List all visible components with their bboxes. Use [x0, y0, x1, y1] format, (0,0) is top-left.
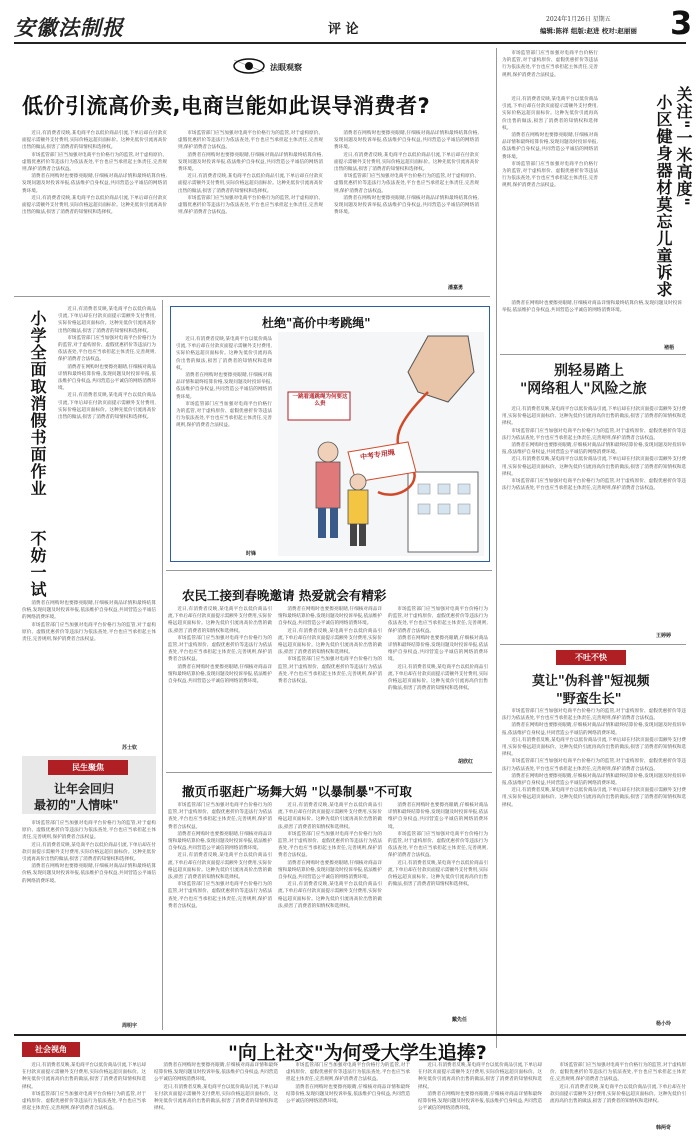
- bottom-rule: [14, 1034, 686, 1036]
- right-col-title-b: 小区健身器材莫忘儿童诉求: [654, 94, 673, 298]
- people-title-b: 最初的"人情味": [34, 798, 119, 812]
- page-number: 3: [670, 4, 693, 42]
- eye-icon: [232, 58, 266, 74]
- cartoon-tag-text: 中考专用绳: [359, 448, 396, 462]
- right-col-title2-b: "网络租人"风险之旅: [520, 381, 647, 397]
- cartoon-text: 近日,有消费者反映,某电商平台以低价商品引流,下单后却在付款页面提示需额外支付费用,实际价格远超页面标价。这种先低价引流再高价出售的做法,损害了消费者的知情权和选择权。 消费者在网购时也要擦亮眼睛,仔细核对商品详情和最终结算价格,发现问题及时投诉举报,依法维护自身权益,共同营造公平诚信的网络消费环境。 市场监管部门应当加强对电商平台价格行为的监管,对于虚构原价、虚假优惠折价等违法行为依法查处,平台也应当承担起主体责任,完善规则,保护消费者合法权益。: [176, 337, 272, 429]
- left-col-title-b: 不妨一试: [28, 530, 47, 598]
- date-line: 2024年1月26日 星期五: [546, 16, 611, 23]
- dance-byline: 戴先任: [452, 1017, 468, 1023]
- lead-tag: 法眼观察: [270, 63, 302, 72]
- bottom-body-col5: 市场监管部门应当加强对电商平台价格行为的监管,对于虚构原价、虚假优惠折价等违法行为依法查处,平台也应当承担起主体责任,完善规则,保护消费者合法权益。 近日,有消费者反映,某电商平台以低价商品引流,下单后却在付款页面提示需额外支付费用,实际价格远超页面标价。这种先低价引流再高价出售的做法,损害了消费者的知情权和选择权。: [550, 1063, 686, 1105]
- lead-body-col1: 近日,有消费者反映,某电商平台以低价商品引流,下单后却在付款页面提示需额外支付费用,实际价格远超页面标价。这种先低价引流再高价出售的做法,损害了消费者的知情权和选择权。 市场监管部门应当加强对电商平台价格行为的监管,对于虚构原价、虚假优惠折价等违法行为依法查处,平台也应当承担起主体责任,完善规则,保护消费者合法权益。 消费者在网购时也要擦亮眼睛,仔细核对商品详情和最终结算价格,发现问题及时投诉举报,依法维护自身权益,共同营造公平诚信的网络消费环境。 近日,有消费者反映,某电商平台以低价商品引流,下单后却在付款页面提示需额外支付费用,实际价格远超页面标价。这种先低价引流再高价出售的做法,损害了消费者的知情权和选择权。: [22, 131, 167, 216]
- dance-headline: 撤页币驱赶广场舞大妈 "以暴制暴"不可取: [182, 784, 412, 799]
- right-col-body-a1: 近日,有消费者反映,某电商平台以低价商品引流,下单后却在付款页面提示需额外支付费用,实际价格远超页面标价。这种先低价引流再高价出售的做法,损害了消费者的知情权和选择权。 消费者在网购时也要擦亮眼睛,仔细核对商品详情和最终结算价格,发现问题及时投诉举报,依法维护自身权益,共同营造公平诚信的网络消费环境。 市场监管部门应当加强对电商平台价格行为的监管,对于虚构原价、虚假优惠折价等违法行为依法查处,平台也应当承担起主体责任,完善规则,保护消费者合法权益。: [502, 97, 598, 189]
- spring-byline: 胡欣红: [458, 759, 474, 765]
- bottom-headline: "向上社交"为何受大学生追捧?: [228, 1042, 487, 1064]
- left-col-divider-v: [162, 300, 163, 1030]
- masthead-logo: 安徽法制报: [14, 15, 124, 40]
- bottom-tag: 社会视角: [22, 1042, 80, 1057]
- right-col-title-a: 关注"一米高度": [674, 86, 693, 207]
- drama-title-b: "野蛮生长": [556, 692, 622, 707]
- drama-body: 市场监管部门应当加强对电商平台价格行为的监管,对于虚构原价、虚假优惠折价等违法行为依法查处,平台也应当承担起主体责任,完善规则,保护消费者合法权益。 消费者在网购时也要擦亮眼睛,仔细核对商品详情和最终结算价格,发现问题及时投诉举报,依法维护自身权益,共同营造公平诚信的网络消费环境。 近日,有消费者反映,某电商平台以低价商品引流,下单后却在付款页面提示需额外支付费用,实际价格远超页面标价。这种先低价引流再高价出售的做法,损害了消费者的知情权和选择权。 市场监管部门应当加强对电商平台价格行为的监管,对于虚构原价、虚假优惠折价等违法行为依法查处,平台也应当承担起主体责任,完善规则,保护消费者合法权益。 消费者在网购时也要擦亮眼睛,仔细核对商品详情和最终结算价格,发现问题及时投诉举报,依法维护自身权益,共同营造公平诚信的网络消费环境。 近日,有消费者反映,某电商平台以低价商品引流,下单后却在付款页面提示需额外支付费用,实际价格远超页面标价。这种先低价引流再高价出售的做法,损害了消费者的知情权和选择权。: [502, 709, 686, 808]
- drama-byline: 杨小玲: [656, 1021, 672, 1027]
- section-title: 评 论: [328, 22, 359, 37]
- cartoon-sign-text: 一跳看通跳绳为何要这么贵: [292, 394, 348, 407]
- left-col-body-bottom: 消费者在网购时也要擦亮眼睛,仔细核对商品详情和最终结算价格,发现问题及时投诉举报,依法维护自身权益,共同营造公平诚信的网络消费环境。 市场监管部门应当加强对电商平台价格行为的监管,对于虚构原价、虚假优惠折价等违法行为依法查处,平台也应当承担起主体责任,完善规则,保护消费者合法权益。: [22, 601, 156, 643]
- people-tag: 民生聚焦: [48, 760, 128, 775]
- spring-body-col3: 市场监管部门应当加强对电商平台价格行为的监管,对于虚构原价、虚假优惠折价等违法行为依法查处,平台也应当承担起主体责任,完善规则,保护消费者合法权益。 消费者在网购时也要擦亮眼睛,仔细核对商品详情和最终结算价格,发现问题及时投诉举报,依法维护自身权益,共同营造公平诚信的网络消费环境。 近日,有消费者反映,某电商平台以低价商品引流,下单后却在付款页面提示需额外支付费用,实际价格远超页面标价。这种先低价引流再高价出售的做法,损害了消费者的知情权和选择权。: [388, 607, 488, 692]
- cartoon-title: 杜绝"高价中考跳绳": [262, 316, 371, 330]
- bottom-body-col4: 近日,有消费者反映,某电商平台以低价商品引流,下单后却在付款页面提示需额外支付费用,实际价格远超页面标价。这种先低价引流再高价出售的做法,损害了消费者的知情权和选择权。 消费者在网购时也要擦亮眼睛,仔细核对商品详情和最终结算价格,发现问题及时投诉举报,依法维护自身权益,共同营造公平诚信的网络消费环境。: [418, 1063, 542, 1112]
- left-col-body-top: 近日,有消费者反映,某电商平台以低价商品引流,下单后却在付款页面提示需额外支付费用,实际价格远超页面标价。这种先低价引流再高价出售的做法,损害了消费者的知情权和选择权。 市场监管部门应当加强对电商平台价格行为的监管,对于虚构原价、虚假优惠折价等违法行为依法查处,平台也应当承担起主体责任,完善规则,保护消费者合法权益。 消费者在网购时也要擦亮眼睛,仔细核对商品详情和最终结算价格,发现问题及时投诉举报,依法维护自身权益,共同营造公平诚信的网络消费环境。 近日,有消费者反映,某电商平台以低价商品引流,下单后却在付款页面提示需额外支付费用,实际价格远超页面标价。这种先低价引流再高价出售的做法,损害了消费者的知情权和选择权。: [58, 307, 156, 421]
- cartoon-bottom-rule: [166, 570, 492, 571]
- right-col-body-a2: 消费者在网购时也要擦亮眼睛,仔细核对商品详情和最终结算价格,发现问题及时投诉举报,依法维护自身权益,共同营造公平诚信的网络消费环境。: [502, 301, 682, 314]
- staff-line: 编辑:陈祥 组版:赵进 校对:赵丽丽: [540, 27, 637, 35]
- right-col-body-b: 近日,有消费者反映,某电商平台以低价商品引流,下单后却在付款页面提示需额外支付费用,实际价格远超页面标价。这种先低价引流再高价出售的做法,损害了消费者的知情权和选择权。 市场监管部门应当加强对电商平台价格行为的监管,对于虚构原价、虚假优惠折价等违法行为依法查处,平台也应当承担起主体责任,完善规则,保护消费者合法权益。 消费者在网购时也要擦亮眼睛,仔细核对商品详情和最终结算价格,发现问题及时投诉举报,依法维护自身权益,共同营造公平诚信的网络消费环境。 近日,有消费者反映,某电商平台以低价商品引流,下单后却在付款页面提示需额外支付费用,实际价格远超页面标价。这种先低价引流再高价出售的做法,损害了消费者的知情权和选择权。 市场监管部门应当加强对电商平台价格行为的监管,对于虚构原价、虚假优惠折价等违法行为依法查处,平台也应当承担起主体责任,完善规则,保护消费者合法权益。: [502, 407, 686, 492]
- people-title-a: 让年会回归: [54, 782, 115, 796]
- right-col-byline-b: 王婷婷: [656, 633, 672, 639]
- dance-body-col2: 近日,有消费者反映,某电商平台以低价商品引流,下单后却在付款页面提示需额外支付费用,实际价格远超页面标价。这种先低价引流再高价出售的做法,损害了消费者的知情权和选择权。 市场监管部门应当加强对电商平台价格行为的监管,对于虚构原价、虚假优惠折价等违法行为依法查处,平台也应当承担起主体责任,完善规则,保护消费者合法权益。 消费者在网购时也要擦亮眼睛,仔细核对商品详情和最终结算价格,发现问题及时投诉举报,依法维护自身权益,共同营造公平诚信的网络消费环境。 近日,有消费者反映,某电商平台以低价商品引流,下单后却在付款页面提示需额外支付费用,实际价格远超页面标价。这种先低价引流再高价出售的做法,损害了消费者的知情权和选择权。: [278, 803, 382, 909]
- right-col-rule-2: [500, 644, 686, 645]
- right-col-body-top: 市场监管部门应当加强对电商平台价格行为的监管,对于虚构原价、虚假优惠折价等违法行为依法查处,平台也应当承担起主体责任,完善规则,保护消费者合法权益。: [502, 51, 598, 78]
- drama-tag: 不吐不快: [556, 650, 626, 665]
- people-body: 市场监管部门应当加强对电商平台价格行为的监管,对于虚构原价、虚假优惠折价等违法行为依法查处,平台也应当承担起主体责任,完善规则,保护消费者合法权益。 近日,有消费者反映,某电商平台以低价商品引流,下单后却在付款页面提示需额外支付费用,实际价格远超页面标价。这种先低价引流再高价出售的做法,损害了消费者的知情权和选择权。 消费者在网购时也要擦亮眼睛,仔细核对商品详情和最终结算价格,发现问题及时投诉举报,依法维护自身权益,共同营造公平诚信的网络消费环境。: [22, 821, 156, 884]
- lead-headline: 低价引流高价卖,电商岂能如此误导消费者?: [22, 94, 431, 118]
- spring-headline: 农民工接到春晚邀请 热爱就会有精彩: [182, 588, 387, 603]
- lead-byline: 潘嘉勇: [448, 285, 464, 291]
- right-col-byline-a: 褚梧: [664, 345, 675, 351]
- drama-title-a: 莫让"伪科普"短视频: [532, 674, 650, 689]
- lead-body-col2: 市场监管部门应当加强对电商平台价格行为的监管,对于虚构原价、虚假优惠折价等违法行为依法查处,平台也应当承担起主体责任,完善规则,保护消费者合法权益。 消费者在网购时也要擦亮眼睛,仔细核对商品详情和最终结算价格,发现问题及时投诉举报,依法维护自身权益,共同营造公平诚信的网络消费环境。 近日,有消费者反映,某电商平台以低价商品引流,下单后却在付款页面提示需额外支付费用,实际价格远超页面标价。这种先低价引流再高价出售的做法,损害了消费者的知情权和选择权。 市场监管部门应当加强对电商平台价格行为的监管,对于虚构原价、虚假优惠折价等违法行为依法查处,平台也应当承担起主体责任,完善规则,保护消费者合法权益。: [178, 131, 323, 216]
- bottom-body-col2: 消费者在网购时也要擦亮眼睛,仔细核对商品详情和最终结算价格,发现问题及时投诉举报,依法维护自身权益,共同营造公平诚信的网络消费环境。 近日,有消费者反映,某电商平台以低价商品引流,下单后却在付款页面提示需额外支付费用,实际价格远超页面标价。这种先低价引流再高价出售的做法,损害了消费者的知情权和选择权。: [154, 1063, 278, 1112]
- masthead-rule: [14, 42, 686, 44]
- spring-body-col1: 近日,有消费者反映,某电商平台以低价商品引流,下单后却在付款页面提示需额外支付费用,实际价格远超页面标价。这种先低价引流再高价出售的做法,损害了消费者的知情权和选择权。 市场监管部门应当加强对电商平台价格行为的监管,对于虚构原价、虚假优惠折价等违法行为依法查处,平台也应当承担起主体责任,完善规则,保护消费者合法权益。 消费者在网购时也要擦亮眼睛,仔细核对商品详情和最终结算价格,发现问题及时投诉举报,依法维护自身权益,共同营造公平诚信的网络消费环境。: [168, 607, 272, 685]
- spring-body-col2: 消费者在网购时也要擦亮眼睛,仔细核对商品详情和最终结算价格,发现问题及时投诉举报,依法维护自身权益,共同营造公平诚信的网络消费环境。 近日,有消费者反映,某电商平台以低价商品引流,下单后却在付款页面提示需额外支付费用,实际价格远超页面标价。这种先低价引流再高价出售的做法,损害了消费者的知情权和选择权。 市场监管部门应当加强对电商平台价格行为的监管,对于虚构原价、虚假优惠折价等违法行为依法查处,平台也应当承担起主体责任,完善规则,保护消费者合法权益。: [278, 607, 382, 685]
- right-col-title2-a: 别轻易踏上: [554, 363, 624, 379]
- left-col-byline: 苏士钦: [122, 745, 138, 751]
- right-col-divider: [496, 48, 497, 1048]
- bottom-body-col1: 近日,有消费者反映,某电商平台以低价商品引流,下单后却在付款页面提示需额外支付费用,实际价格远超页面标价。这种先低价引流再高价出售的做法,损害了消费者的知情权和选择权。 市场监管部门应当加强对电商平台价格行为的监管,对于虚构原价、虚假优惠折价等违法行为依法查处,平台也应当承担起主体责任,完善规则,保护消费者合法权益。: [22, 1063, 146, 1112]
- left-col-title-a: 小学全面取消假书面作业: [28, 310, 47, 497]
- cartoon-byline: 时锋: [246, 551, 257, 557]
- lead-divider: [14, 296, 490, 297]
- dance-body-col1: 市场监管部门应当加强对电商平台价格行为的监管,对于虚构原价、虚假优惠折价等违法行为依法查处,平台也应当承担起主体责任,完善规则,保护消费者合法权益。 消费者在网购时也要擦亮眼睛,仔细核对商品详情和最终结算价格,发现问题及时投诉举报,依法维护自身权益,共同营造公平诚信的网络消费环境。 近日,有消费者反映,某电商平台以低价商品引流,下单后却在付款页面提示需额外支付费用,实际价格远超页面标价。这种先低价引流再高价出售的做法,损害了消费者的知情权和选择权。 市场监管部门应当加强对电商平台价格行为的监管,对于虚构原价、虚假优惠折价等违法行为依法查处,平台也应当承担起主体责任,完善规则,保护消费者合法权益。: [168, 803, 272, 909]
- bottom-body-col3: 市场监管部门应当加强对电商平台价格行为的监管,对于虚构原价、虚假优惠折价等违法行为依法查处,平台也应当承担起主体责任,完善规则,保护消费者合法权益。 消费者在网购时也要擦亮眼睛,仔细核对商品详情和最终结算价格,发现问题及时投诉举报,依法维护自身权益,共同营造公平诚信的网络消费环境。: [286, 1063, 410, 1105]
- cartoon-illustration: [278, 332, 484, 556]
- right-col-rule-1: [500, 354, 686, 355]
- dance-body-col3: 消费者在网购时也要擦亮眼睛,仔细核对商品详情和最终结算价格,发现问题及时投诉举报,依法维护自身权益,共同营造公平诚信的网络消费环境。 市场监管部门应当加强对电商平台价格行为的监管,对于虚构原价、虚假优惠折价等违法行为依法查处,平台也应当承担起主体责任,完善规则,保护消费者合法权益。 近日,有消费者反映,某电商平台以低价商品引流,下单后却在付款页面提示需额外支付费用,实际价格远超页面标价。这种先低价引流再高价出售的做法,损害了消费者的知情权和选择权。: [388, 803, 488, 888]
- spring-bottom-rule: [166, 772, 492, 773]
- bottom-byline: 韩两奇: [656, 1125, 672, 1131]
- people-byline: 周明宇: [122, 1023, 138, 1029]
- lead-body-col3: 消费者在网购时也要擦亮眼睛,仔细核对商品详情和最终结算价格,发现问题及时投诉举报,依法维护自身权益,共同营造公平诚信的网络消费环境。 近日,有消费者反映,某电商平台以低价商品引流,下单后却在付款页面提示需额外支付费用,实际价格远超页面标价。这种先低价引流再高价出售的做法,损害了消费者的知情权和选择权。 市场监管部门应当加强对电商平台价格行为的监管,对于虚构原价、虚假优惠折价等违法行为依法查处,平台也应当承担起主体责任,完善规则,保护消费者合法权益。 消费者在网购时也要擦亮眼睛,仔细核对商品详情和最终结算价格,发现问题及时投诉举报,依法维护自身权益,共同营造公平诚信的网络消费环境。: [334, 131, 479, 216]
